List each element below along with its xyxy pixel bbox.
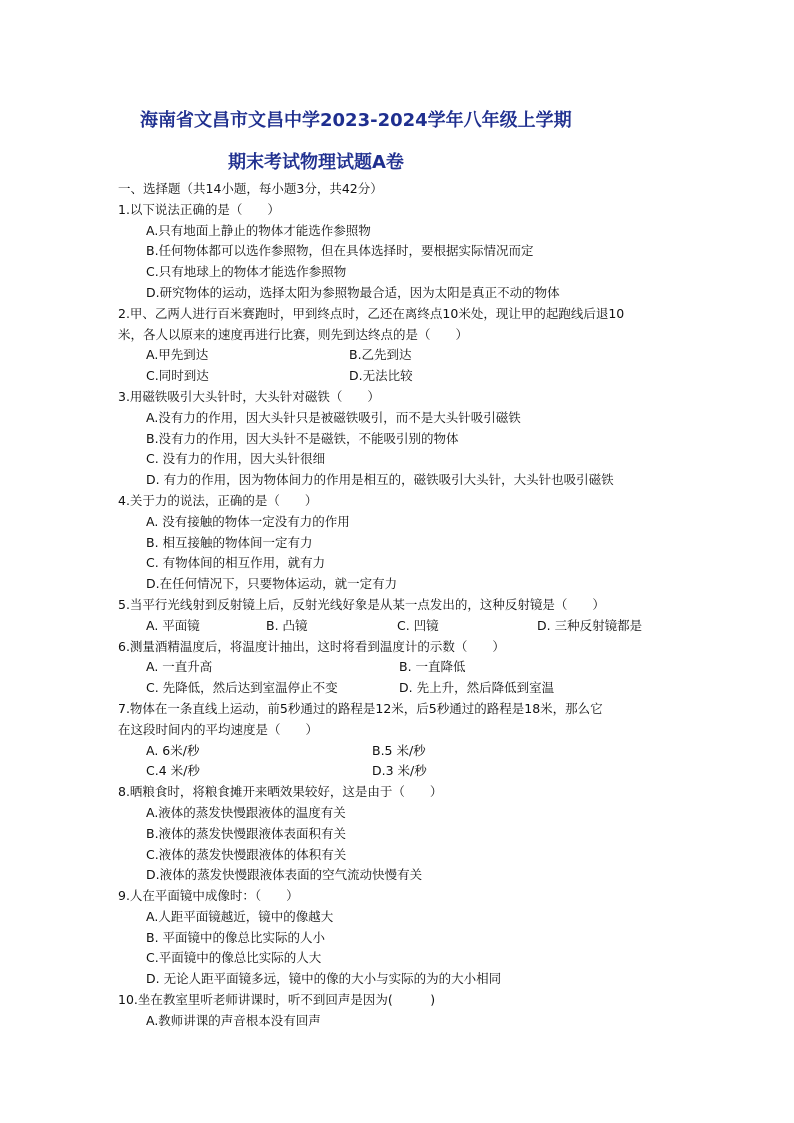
answer-option: B.任何物体都可以选作参照物，但在具体选择时，要根据实际情况而定 (146, 243, 534, 259)
question-5 (118, 595, 688, 637)
answer-option: A.没有力的作用，因大头针只是被磁铁吸引，而不是大头针吸引磁铁 (146, 409, 521, 425)
answer-option: C. 有物体间的相互作用，就有力 (146, 555, 326, 571)
document-title-line-1: 海南省文昌市文昌中学2023-2024学年八年级上学期 (140, 110, 572, 131)
answer-option: D. 三种反射镜都是 (537, 617, 643, 633)
question-stem: 2.甲、乙两人进行百米赛跑时，甲到终点时，乙还在离终点10米处，现让甲的起跑线后退10 (118, 305, 625, 321)
answer-option: D. 无论人距平面镜多远，镜中的像的大小与实际的为的大小相同 (146, 971, 502, 987)
question-6 (118, 637, 688, 699)
answer-option: A. 一直升高 (146, 659, 213, 675)
answer-option: B. 平面镜中的像总比实际的人小 (146, 929, 326, 945)
answer-option: D.研究物体的运动，选择太阳为参照物最合适，因为太阳是真正不动的物体 (146, 284, 560, 300)
question-stem: 5.当平行光线射到反射镜上后，反射光线好象是从某一点发出的，这种反射镜是（ ） (118, 596, 605, 612)
answer-option: A.液体的蒸发快慢跟液体的温度有关 (146, 804, 346, 820)
question-2 (118, 304, 688, 387)
option-row (118, 366, 688, 387)
answer-option: D.3 米/秒 (372, 763, 427, 779)
document-title-line-2: 期末考试物理试题A卷 (228, 152, 404, 173)
answer-option: C.液体的蒸发快慢跟液体的体积有关 (146, 846, 347, 862)
answer-option: C. 没有力的作用，因大头针很细 (146, 451, 326, 467)
answer-option: A.教师讲课的声音根本没有回声 (146, 1012, 321, 1028)
answer-option: C. 凹镜 (397, 617, 439, 633)
answer-option: B.没有力的作用，因大头针不是磁铁，不能吸引别的物体 (146, 430, 459, 446)
question-4 (118, 491, 688, 595)
question-stem: 6.测量酒精温度后，将温度计抽出，这时将看到温度计的示数（ ） (118, 638, 505, 654)
answer-option: C.同时到达 (146, 368, 209, 384)
question-stem: 在这段时间内的平均速度是（ ） (118, 721, 319, 737)
answer-option: B.液体的蒸发快慢跟液体表面积有关 (146, 825, 347, 841)
question-3 (118, 387, 688, 491)
answer-option: C.4 米/秒 (146, 763, 200, 779)
option-row (118, 741, 688, 762)
question-stem: 8.晒粮食时，将粮食摊开来晒效果较好，这是由于（ ） (118, 784, 443, 800)
answer-option: D.在任何情况下，只要物体运动，就一定有力 (146, 576, 398, 592)
question-9 (118, 886, 688, 990)
option-row (118, 761, 688, 782)
answer-option: D. 有力的作用，因为物体间力的作用是相互的，磁铁吸引大头针，大头针也吸引磁铁 (146, 472, 614, 488)
answer-option: B.乙先到达 (349, 347, 412, 363)
answer-option: A.甲先到达 (146, 347, 209, 363)
question-stem: 7.物体在一条直线上运动，前5秒通过的路程是12米，后5秒通过的路程是18米，那么它 (118, 700, 603, 716)
answer-option: B. 一直降低 (399, 659, 466, 675)
question-stem: 3.用磁铁吸引大头针时，大头针对磁铁（ ） (118, 388, 380, 404)
option-row (118, 657, 688, 678)
answer-option: D.无法比较 (349, 368, 413, 384)
answer-option: A.只有地面上静止的物体才能选作参照物 (146, 222, 371, 238)
answer-option: D. 先上升，然后降低到室温 (399, 680, 555, 696)
answer-option: B.5 米/秒 (372, 742, 426, 758)
question-stem: 10.坐在教室里听老师讲课时，听不到回声是因为( ) (118, 992, 436, 1008)
answer-option: C.只有地球上的物体才能选作参照物 (146, 264, 347, 280)
question-stem: 4.关于力的说法，正确的是（ ） (118, 492, 318, 508)
answer-option: B. 凸镜 (266, 617, 308, 633)
question-list (118, 179, 688, 1032)
answer-option: A.人距平面镜越近，镜中的像越大 (146, 908, 334, 924)
question-7 (118, 699, 688, 782)
option-row (118, 678, 688, 699)
answer-option: A. 没有接触的物体一定没有力的作用 (146, 513, 350, 529)
question-10 (118, 990, 688, 1032)
option-row (118, 345, 688, 366)
answer-option: A. 平面镜 (146, 617, 200, 633)
section-heading: 一、选择题（共14小题，每小题3分，共42分） (118, 181, 383, 196)
question-stem: 1.以下说法正确的是（ ） (118, 201, 280, 217)
option-row (118, 616, 688, 637)
question-1 (118, 200, 688, 304)
answer-option: A. 6米/秒 (146, 742, 200, 758)
answer-option: D.液体的蒸发快慢跟液体表面的空气流动快慢有关 (146, 867, 423, 883)
answer-option: C.平面镜中的像总比实际的人大 (146, 950, 322, 966)
question-stem: 米，各人以原来的速度再进行比赛，则先到达终点的是（ ） (118, 326, 469, 342)
answer-option: B. 相互接触的物体间一定有力 (146, 534, 313, 550)
question-8 (118, 782, 688, 886)
question-stem: 9.人在平面镜中成像时：（ ） (118, 888, 299, 904)
answer-option: C. 先降低，然后达到室温停止不变 (146, 680, 338, 696)
